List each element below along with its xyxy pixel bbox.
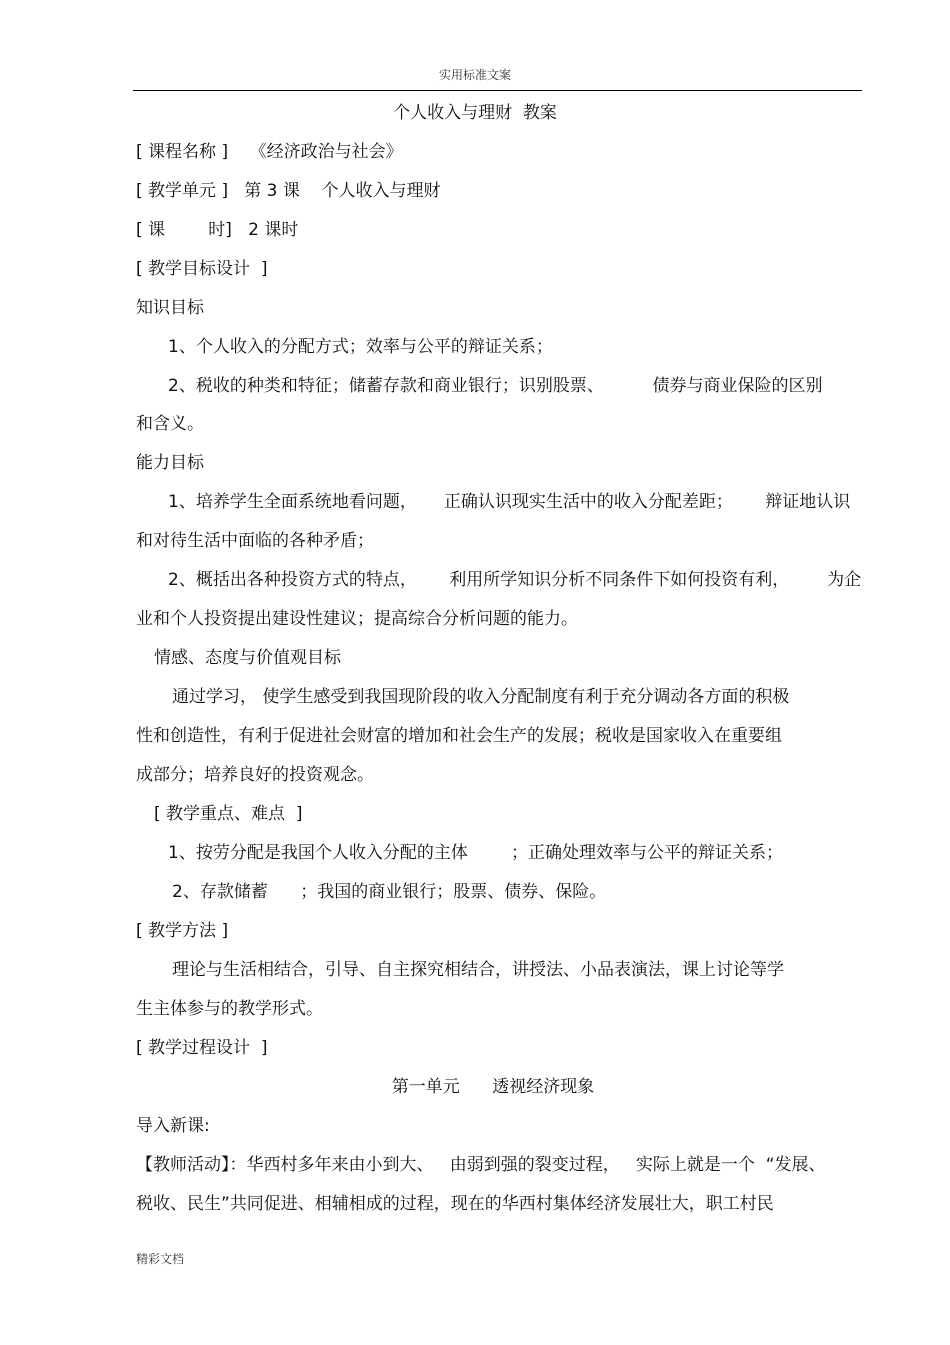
ability-item-1: 1、培养学生全面系统地看问题， 正确认识现实生活中的收入分配差距； 辩证地认识 — [168, 492, 851, 512]
knowledge-heading: 知识目标 — [136, 298, 204, 318]
teacher-activity-line-1: 【教师活动】：华西村多年来由小到大、 由弱到强的裂变过程， 实际上就是一个 “发展、 — [136, 1155, 826, 1175]
attitude-heading: 情感、态度与价值观目标 — [154, 648, 341, 668]
header-divider — [133, 90, 862, 91]
unit-one-title: 第一单元 透视经济现象 — [391, 1077, 595, 1097]
ability-heading: 能力目标 — [136, 453, 204, 473]
intro-heading: 导入新课: — [136, 1116, 210, 1136]
methods-paragraph-line-1: 理论与生活相结合，引导、自主探究相结合，讲授法、小品表演法，课上讨论等学 — [172, 960, 784, 980]
ability-item-1-continued: 和对待生活中面临的各种矛盾； — [136, 531, 374, 551]
key-point-1: 1、按劳分配是我国个人收入分配的主体 ；正确处理效率与公平的辩证关系； — [168, 843, 784, 863]
key-points-heading: [ 教学重点、难点 ] — [154, 804, 303, 824]
knowledge-item-2: 2、税收的种类和特征；储蓄存款和商业银行；识别股票、 债券与商业保险的区别 — [168, 376, 823, 396]
process-heading: [ 教学过程设计 ] — [136, 1038, 268, 1058]
course-name: [ 课程名称 ] 《经济政治与社会》 — [136, 142, 403, 162]
objectives-heading: [ 教学目标设计 ] — [136, 259, 268, 279]
key-point-2: 2、存款储蓄 ；我国的商业银行；股票、债券、保险。 — [172, 882, 607, 902]
page-header: 实用标准文案 — [438, 68, 511, 82]
document-title: 个人收入与理财 教案 — [393, 103, 557, 123]
attitude-paragraph-line-3: 成部分；培养良好的投资观念。 — [136, 765, 374, 785]
knowledge-item-1: 1、个人收入的分配方式；效率与公平的辩证关系； — [168, 337, 553, 357]
ability-item-2-continued: 业和个人投资提出建设性建议；提高综合分析问题的能力。 — [136, 609, 578, 629]
teacher-activity-line-2: 税收、民生”共同促进、相辅相成的过程，现在的华西村集体经济发展壮大，职工村民 — [136, 1194, 774, 1214]
methods-paragraph-line-2: 生主体参与的教学形式。 — [136, 999, 323, 1019]
attitude-paragraph-line-1: 通过学习， 使学生感受到我国现阶段的收入分配制度有利于充分调动各方面的积极 — [172, 687, 790, 707]
page-footer: 精彩文档 — [136, 1252, 185, 1266]
teaching-unit: [ 教学单元 ] 第 3 课 个人收入与理财 — [136, 181, 441, 201]
methods-heading: [ 教学方法 ] — [136, 921, 229, 941]
knowledge-item-2-continued: 和含义。 — [136, 414, 204, 434]
class-hours: [ 课 时] 2 课时 — [136, 220, 299, 240]
attitude-paragraph-line-2: 性和创造性，有利于促进社会财富的增加和社会生产的发展；税收是国家收入在重要组 — [136, 726, 782, 746]
ability-item-2: 2、概括出各种投资方式的特点， 利用所学知识分析不同条件下如何投资有利， 为企 — [168, 570, 862, 590]
